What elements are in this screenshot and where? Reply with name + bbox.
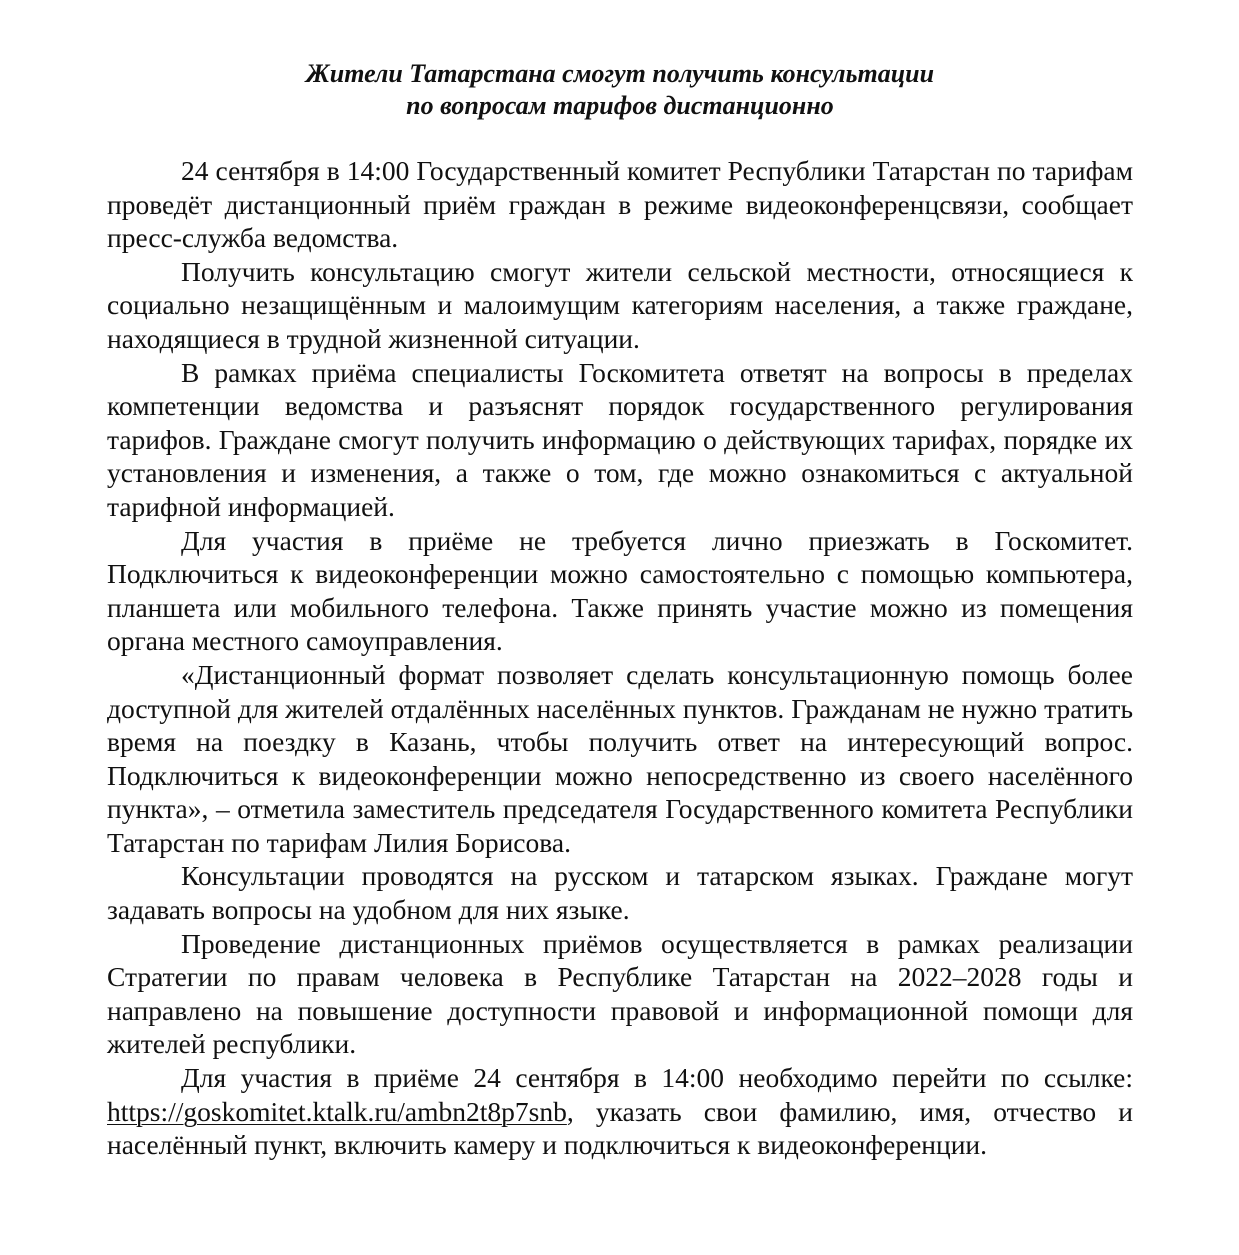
paragraph-1: 24 сентября в 14:00 Государственный комитет Республики Татарстан по тарифам проведёт дистанционный приём граждан в режиме видеоконференцсвязи, сообщает пресс-служба ведомства. [107, 155, 1133, 254]
paragraph-8-text-before: Для участия в приёме 24 сентября в 14:00 необходимо перейти по ссылке: [181, 1062, 1133, 1094]
title-line-2: по вопросам тарифов дистанционно [406, 91, 834, 120]
title-line-1: Жители Татарстана смогут получить консультации [305, 59, 935, 88]
paragraph-3: В рамках приёма специалисты Госкомитета ответят на вопросы в пределах компетенции ведомства и разъяснят порядок государственного регулирования тарифов. Граждане смогут получить информацию о действующих тарифах, порядке их установления и изменения, а также о том, где можно ознакомиться с актуальной тарифной информацией. [107, 356, 1133, 522]
paragraph-7: Проведение дистанционных приёмов осуществляется в рамках реализации Стратегии по правам человека в Республике Татарстан на 2022–2028 годы и направлено на повышение доступности правовой и информационной помощи для жителей республики. [107, 927, 1133, 1060]
paragraph-8 [107, 1061, 1133, 1162]
paragraph-8-text-after: , указать свои фамилию, имя, отчество и населённый пункт, включить камеру и подключиться к видеоконференции. [107, 1095, 1133, 1161]
document-page [107, 58, 1133, 1162]
paragraph-5-quote: «Дистанционный формат позволяет сделать консультационную помощь более доступной для жителей отдалённых населённых пунктов. Гражданам не нужно тратить время на поездку в Казань, чтобы получить ответ на интересующий вопрос. Подключиться к видеоконференции можно непосредственно из своего населённого пункта», – отметила заместитель председателя Государственного комитета Республики Татарстан по тарифам Лилия Борисова. [107, 658, 1133, 858]
document-body [107, 154, 1133, 1162]
paragraph-4: Для участия в приёме не требуется лично приезжать в Госкомитет. Подключиться к видеоконференции можно самостоятельно с помощью компьютера, планшета или мобильного телефона. Также принять участие можно из помещения органа местного самоуправления. [107, 524, 1133, 657]
paragraph-6: Консультации проводятся на русском и татарском языках. Граждане могут задавать вопросы на удобном для них языке. [107, 860, 1133, 926]
paragraph-2: Получить консультацию смогут жители сельской местности, относящиеся к социально незащищённым и малоимущим категориям населения, а также граждане, находящиеся в трудной жизненной ситуации. [107, 255, 1133, 354]
conference-link[interactable]: https://goskomitet.ktalk.ru/ambn2t8p7snb [107, 1095, 567, 1127]
document-title [107, 58, 1133, 122]
